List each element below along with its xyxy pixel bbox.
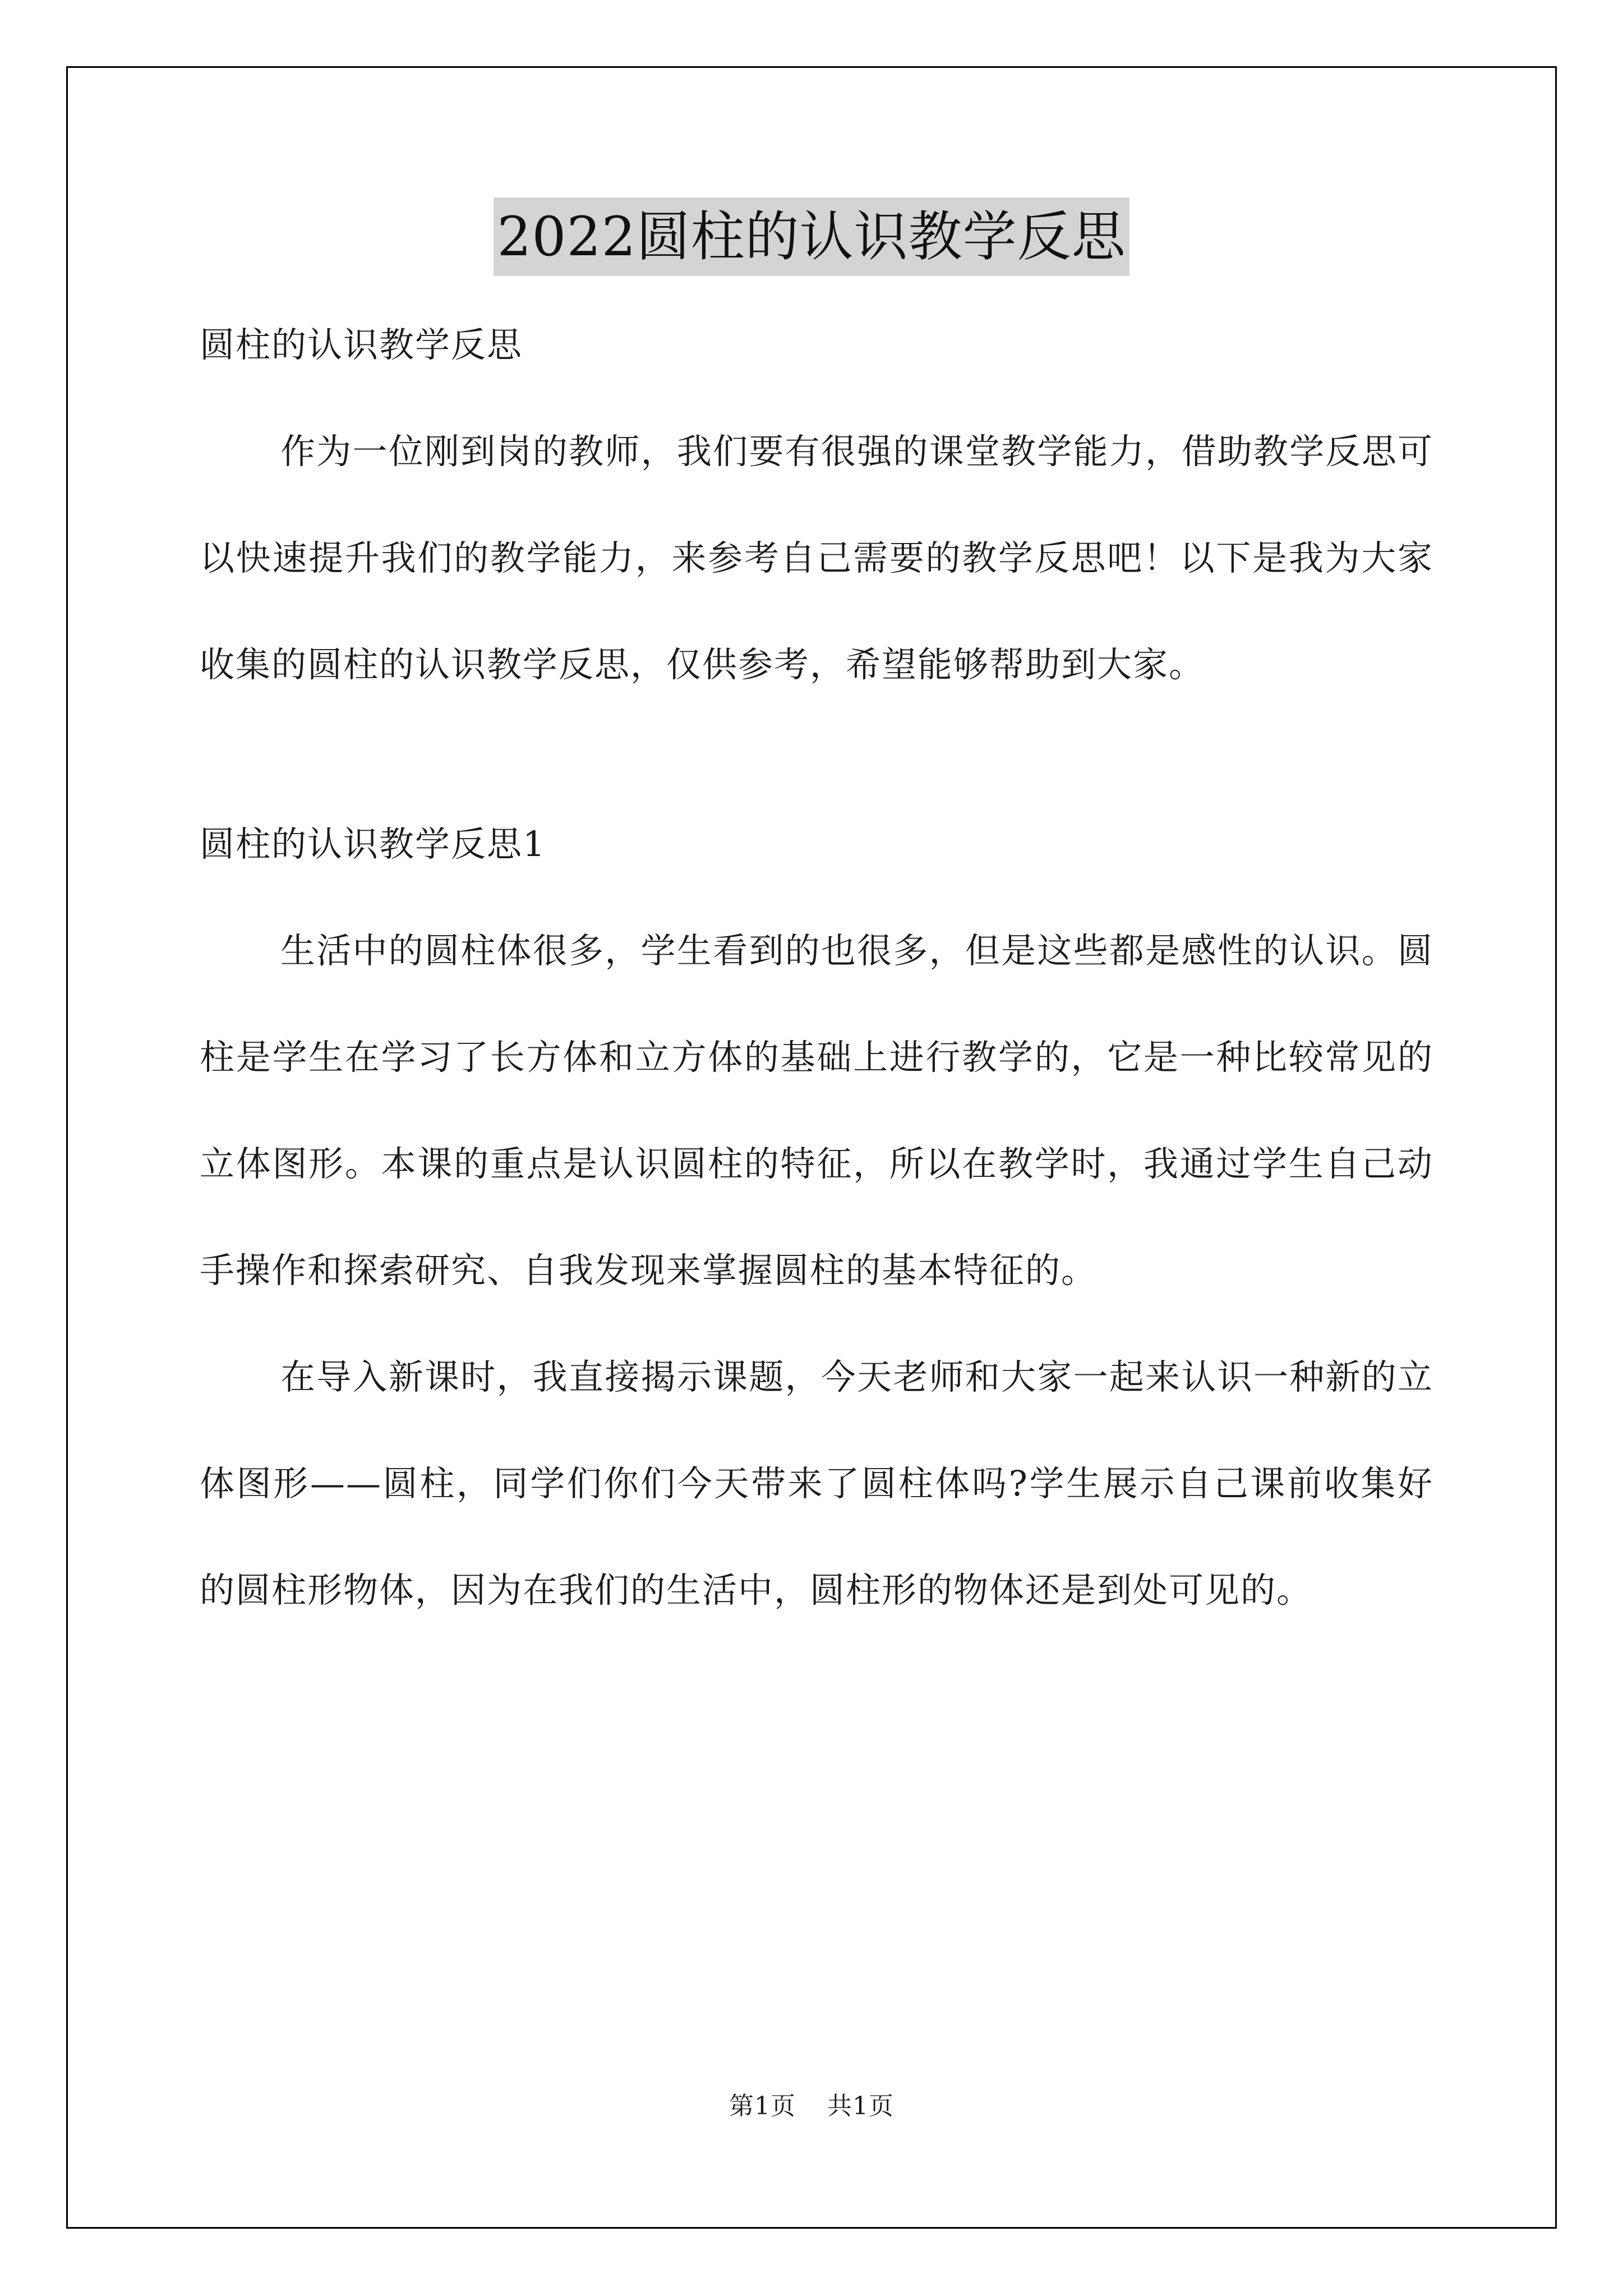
document-body — [200, 292, 1433, 1644]
section-heading: 圆柱的认识教学反思1 — [200, 823, 546, 864]
document-subtitle: 圆柱的认识教学反思 — [200, 324, 523, 365]
page-total: 共1页 — [827, 2092, 894, 2120]
intro-paragraph: 作为一位刚到岗的教师，我们要有很强的课堂教学能力，借助教学反思可以快速提升我们的教学能力，来参考自己需要的教学反思吧！以下是我为大家收集的圆柱的认识教学反思，仅供参考，希望能够帮助到大家。 — [200, 431, 1433, 685]
body-paragraph-2: 在导入新课时，我直接揭示课题，今天老师和大家一起来认识一种新的立体图形——圆柱，同学们你们今天带来了圆柱体吗?学生展示自己课前收集好的圆柱形物体，因为在我们的生活中，圆柱形的物体还是到处可见的。 — [200, 1356, 1433, 1611]
page-number: 第1页 — [729, 2092, 796, 2120]
section-spacer — [200, 718, 1433, 791]
body-paragraph-1: 生活中的圆柱体很多，学生看到的也很多，但是这些都是感性的认识。圆柱是学生在学习了长方体和立方体的基础上进行教学的，它是一种比较常见的立体图形。本课的重点是认识圆柱的特征，所以在教学时，我通过学生自己动手操作和探索研究、自我发现来掌握圆柱的基本特征的。 — [200, 930, 1433, 1291]
document-title: 2022圆柱的认识教学反思 — [494, 197, 1129, 276]
page-footer — [0, 2086, 1623, 2122]
title-container — [0, 197, 1623, 276]
